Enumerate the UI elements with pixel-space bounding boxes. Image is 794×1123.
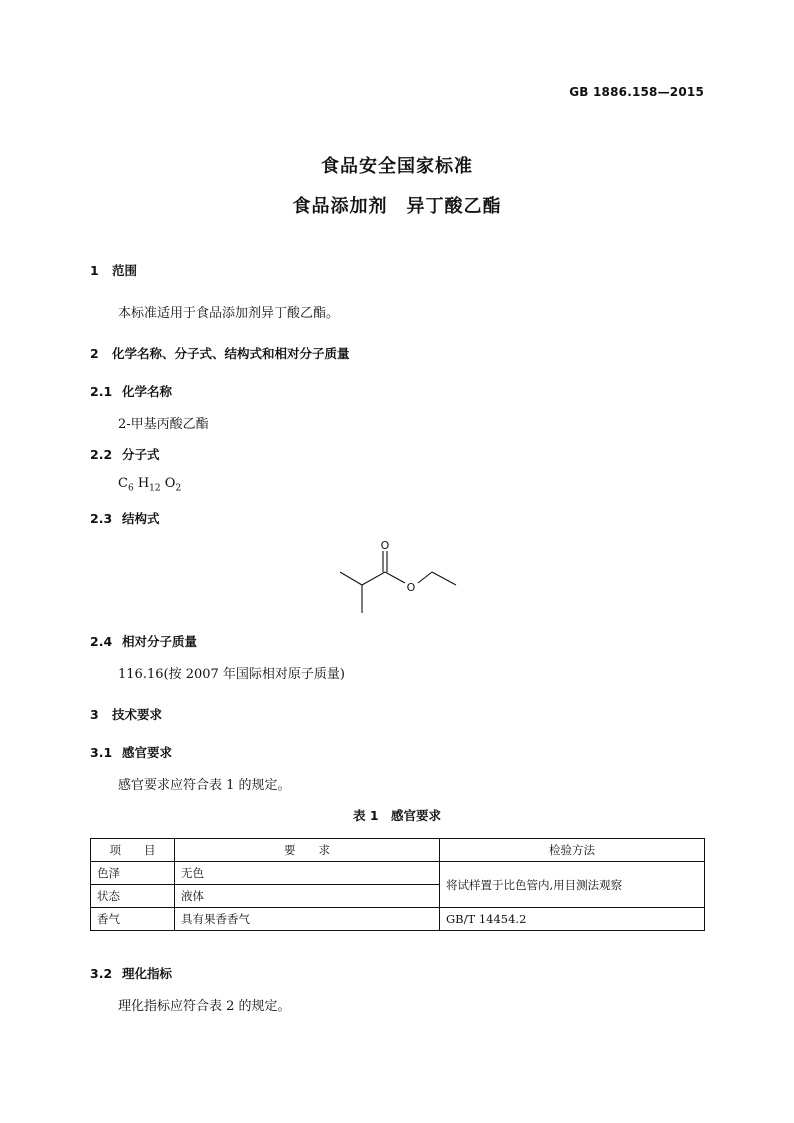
cell-item: 状态	[91, 885, 175, 908]
atom-o-double: O	[380, 539, 390, 552]
section-1-heading: 1 范围	[90, 263, 138, 278]
section-3-heading: 3 技术要求	[90, 707, 163, 722]
section-3-2-text: 理化指标应符合表 2 的规定。	[118, 999, 291, 1014]
table-row	[91, 862, 705, 885]
section-2-3-heading: 2.3 结构式	[90, 511, 160, 526]
cell-requirement: 具有果香香气	[175, 908, 440, 931]
chemical-name: 2-甲基丙酸乙酯	[118, 417, 209, 432]
table-row	[91, 908, 705, 931]
molecular-mass: 116.16(按 2007 年国际相对原子质量)	[118, 667, 345, 682]
section-2-1-heading: 2.1 化学名称	[90, 384, 173, 399]
cell-method-merged: 将试样置于比色管内,用目测法观察	[440, 862, 705, 908]
section-3-2-heading: 3.2 理化指标	[90, 966, 173, 981]
cell-requirement: 液体	[175, 885, 440, 908]
cell-method: GB/T 14454.2	[440, 908, 705, 931]
cell-item: 香气	[91, 908, 175, 931]
sensory-requirements-table	[90, 838, 705, 931]
header-method: 检验方法	[440, 839, 705, 862]
section-3-1-heading: 3.1 感官要求	[90, 745, 173, 760]
section-2-heading: 2 化学名称、分子式、结构式和相对分子质量	[90, 346, 350, 361]
cell-item: 色泽	[91, 862, 175, 885]
section-2-2-heading: 2.2 分子式	[90, 447, 160, 462]
section-3-1-text: 感官要求应符合表 1 的规定。	[118, 778, 291, 793]
standard-number: GB 1886.158—2015	[569, 85, 704, 99]
header-item: 项 目	[91, 839, 175, 862]
structural-formula	[330, 535, 470, 620]
title-line-1: 食品安全国家标准	[321, 156, 473, 177]
section-2-4-heading: 2.4 相对分子质量	[90, 634, 198, 649]
cell-requirement: 无色	[175, 862, 440, 885]
table-header-row	[91, 839, 705, 862]
header-requirement: 要 求	[175, 839, 440, 862]
table-1-caption: 表 1 感官要求	[352, 808, 442, 823]
section-1-text: 本标准适用于食品添加剂异丁酸乙酯。	[118, 306, 340, 321]
atom-o-ester: O	[406, 581, 416, 594]
molecular-formula: $C_6$ $H_{12}$ $O_2$	[118, 476, 182, 494]
title-line-2: 食品添加剂 异丁酸乙酯	[292, 196, 502, 217]
